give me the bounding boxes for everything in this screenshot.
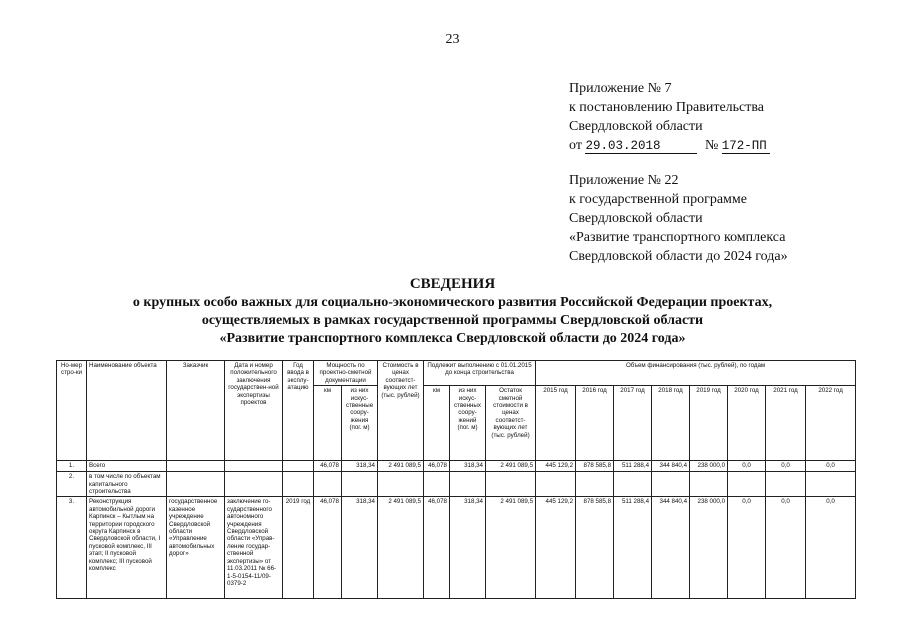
header-year: 2020 год (728, 386, 766, 461)
cell-funding: 878 585,8 (576, 497, 614, 599)
cell-year (283, 472, 314, 497)
table-header-row (57, 361, 856, 386)
cell-funding: 511 288,4 (614, 497, 652, 599)
cell-funding: 511 288,4 (614, 461, 652, 472)
appendix-22-line: Свердловской области до 2024 года» (569, 249, 788, 264)
appendix-7-date-line (569, 136, 770, 155)
appendix-22-line: Свердловской области (569, 211, 703, 226)
cell-object-name: Всего (87, 461, 167, 472)
cell-row-number: 3. (57, 497, 87, 599)
table-row (57, 472, 856, 497)
cell-funding: 0,0 (766, 461, 806, 472)
header-remaining: Подлежит выполнению с 01.01.2015 до конца строительства (424, 361, 536, 386)
appendix-7-title: Приложение № 7 (569, 81, 672, 96)
number-prefix: № (704, 138, 719, 153)
header-year: 2015 год (536, 386, 576, 461)
cell-km: 46,078 (314, 461, 342, 472)
cell-funding: 0,0 (806, 461, 856, 472)
header-customer: Заказчик (167, 361, 225, 461)
cell-cost: 2 491 089,5 (378, 497, 424, 599)
cell-remaining-artificial: 318,34 (450, 461, 486, 472)
cell-funding: 878 585,8 (576, 461, 614, 472)
page-number: 23 (445, 32, 460, 47)
cell-funding (766, 472, 806, 497)
cell-artificial: 318,34 (342, 461, 378, 472)
cell-funding: 0,0 (806, 497, 856, 599)
cell-expertise (225, 461, 283, 472)
document-subtitle: «Развитие транспортного комплекса Свердловской области до 2024 года» (219, 331, 686, 346)
cell-funding: 445 129,2 (536, 461, 576, 472)
cell-funding (576, 472, 614, 497)
projects-table (56, 360, 856, 599)
header-commissioning-year: Год ввода в эксплу-атацию (283, 361, 314, 461)
header-remaining-artificial: из них искус-ственных соору-жений (пог. м) (450, 386, 486, 461)
cell-row-number: 2. (57, 472, 87, 497)
cell-remaining-km (424, 472, 450, 497)
cell-funding: 445 129,2 (536, 497, 576, 599)
header-year: 2019 год (690, 386, 728, 461)
cell-funding: 0,0 (728, 461, 766, 472)
cell-funding: 0,0 (766, 497, 806, 599)
header-cost: Стоимость в ценах соответст-вующих лет (тыс. рублей) (378, 361, 424, 461)
header-row-number: Но-мер стро-ки (57, 361, 87, 461)
decree-number: 172-ПП (722, 139, 770, 154)
header-year: 2022 год (806, 386, 856, 461)
header-expertise: Дата и номер положительного заключения государствен-ной экспертизы проектов (225, 361, 283, 461)
cell-funding: 344 840,4 (652, 461, 690, 472)
decree-date: 29.03.2018 (585, 139, 697, 154)
cell-expertise (225, 472, 283, 497)
cell-km (314, 472, 342, 497)
cell-funding (536, 472, 576, 497)
table-row (57, 461, 856, 472)
document-subtitle: о крупных особо важных для социально-экономического развития Российской Федерации проектах, (132, 295, 773, 310)
cell-funding (728, 472, 766, 497)
header-remaining-cost: Остаток сметной стоимости в ценах соответст-вующих лет (тыс. рублей) (486, 386, 536, 461)
cell-funding (690, 472, 728, 497)
cell-customer (167, 461, 225, 472)
date-prefix: от (569, 138, 582, 153)
appendix-7-line: к постановлению Правительства (569, 100, 765, 115)
cell-remaining-cost: 2 491 089,5 (486, 461, 536, 472)
appendix-7-block (569, 79, 770, 155)
appendix-22-block (569, 171, 788, 266)
cell-remaining-artificial: 318,34 (450, 497, 486, 599)
header-year: 2021 год (766, 386, 806, 461)
header-remaining-km: км (424, 386, 450, 461)
cell-funding (806, 472, 856, 497)
cell-funding: 238 000,0 (690, 461, 728, 472)
header-year: 2016 год (576, 386, 614, 461)
header-object-name: Наименование объекта (87, 361, 167, 461)
cell-cost (378, 472, 424, 497)
cell-funding (652, 472, 690, 497)
appendix-22-title: Приложение № 22 (569, 173, 679, 188)
document-subtitle: осуществляемых в рамках государственной программы Свердловской области (201, 313, 704, 328)
cell-remaining-km: 46,078 (424, 497, 450, 599)
cell-funding: 238 000,0 (690, 497, 728, 599)
cell-remaining-km: 46,078 (424, 461, 450, 472)
cell-expertise: заключение го-сударственного автономного учреждения Свердловской области «Управ-ление государ-ственной экспертизы» от 11.03.2011 № 66-1-5-0154-11/09-0379-2 (225, 497, 283, 599)
cell-cost: 2 491 089,5 (378, 461, 424, 472)
appendix-7-line: Свердловской области (569, 119, 703, 134)
header-funding: Объем финансирования (тыс. рублей), по годам (536, 361, 856, 386)
cell-object-name: Реконструкция автомобильной дороги Карпинск – Кытлым на территории городского округа Карпинск в Свердловской области, I пусковой комплекс, III этап; II пусковой комплекс; III пусковой комплекс (87, 497, 167, 599)
cell-remaining-artificial (450, 472, 486, 497)
cell-remaining-cost (486, 472, 536, 497)
appendix-22-line: к государственной программе (569, 192, 747, 207)
header-capacity-km: км (314, 386, 342, 461)
cell-artificial: 318,34 (342, 497, 378, 599)
cell-row-number: 1. (57, 461, 87, 472)
cell-year: 2019 год (283, 497, 314, 599)
cell-remaining-cost: 2 491 089,5 (486, 497, 536, 599)
cell-customer (167, 472, 225, 497)
document-title: СВЕДЕНИЯ (409, 276, 496, 292)
cell-artificial (342, 472, 378, 497)
cell-funding: 0,0 (728, 497, 766, 599)
cell-year (283, 461, 314, 472)
header-year: 2017 год (614, 386, 652, 461)
appendix-22-line: «Развитие транспортного комплекса (569, 230, 786, 245)
cell-funding (614, 472, 652, 497)
cell-funding: 344 840,4 (652, 497, 690, 599)
header-year: 2018 год (652, 386, 690, 461)
header-capacity: Мощность по проектно-сметной документации (314, 361, 378, 386)
cell-customer: государственное казенное учреждение Свердловской области «Управление автомобильных дорог» (167, 497, 225, 599)
table-row (57, 497, 856, 599)
cell-object-name: в том числе по объектам капитального строительства (87, 472, 167, 497)
header-capacity-artificial: из них искус-ственные соору-жения (пог. м) (342, 386, 378, 461)
cell-km: 46,078 (314, 497, 342, 599)
